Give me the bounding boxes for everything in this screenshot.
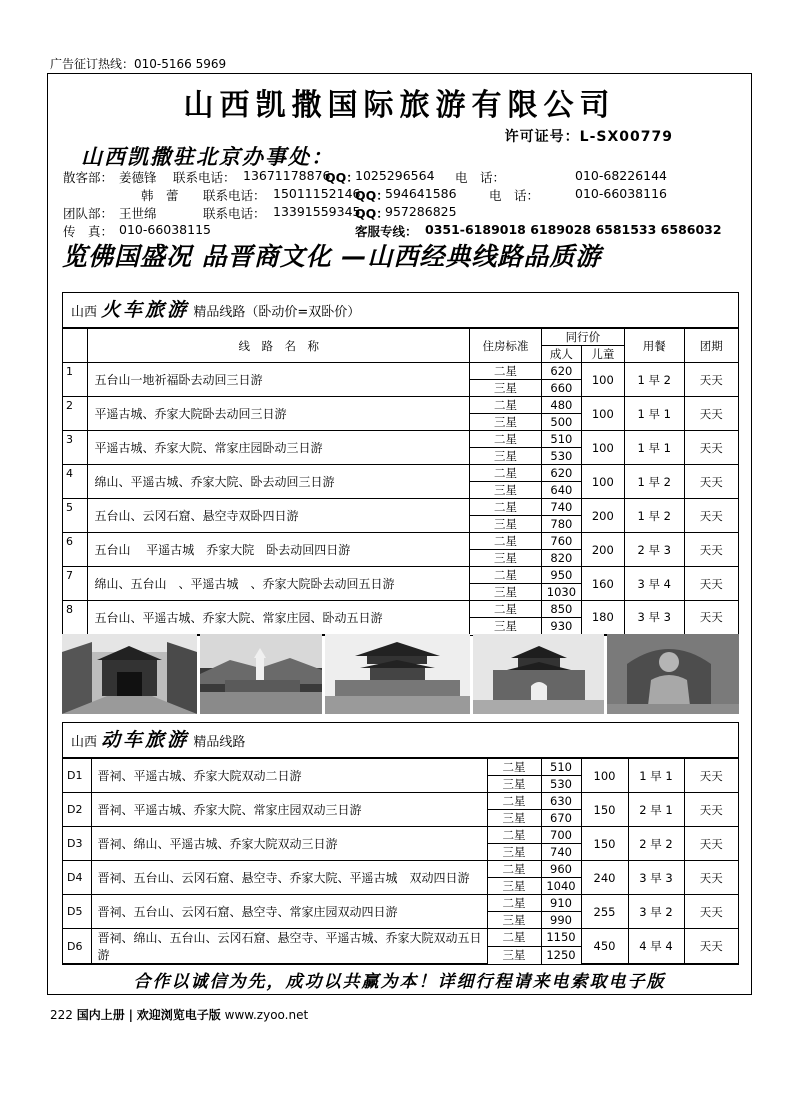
route-name: 晋祠、平遥古城、乔家大院双动二日游	[91, 759, 487, 793]
route-name: 平遥古城、乔家大院卧去动回三日游	[88, 397, 470, 431]
page-number: 222	[50, 1008, 73, 1022]
hotel-standard: 三星	[487, 776, 541, 793]
departure: 天天	[684, 567, 738, 601]
mobile-number: 15011152146	[273, 186, 361, 201]
table-row	[63, 929, 738, 947]
child-price: 100	[581, 431, 624, 465]
departure: 天天	[684, 929, 738, 964]
hotel-standard: 二星	[487, 827, 541, 844]
child-price: 100	[581, 759, 628, 793]
route-name: 平遥古城、乔家大院、常家庄园卧动三日游	[88, 431, 470, 465]
beijing-office-heading: 山西凯撒驻北京办事处：	[81, 145, 334, 169]
adult-price: 950	[541, 567, 581, 584]
emu-tours-heading	[63, 723, 738, 758]
table-row	[63, 567, 738, 584]
meals: 3 早 4	[624, 567, 684, 601]
route-name: 晋祠、平遥古城、乔家大院、常家庄园双动三日游	[91, 793, 487, 827]
departure: 天天	[684, 363, 738, 397]
qq-label: QQ：	[325, 170, 359, 185]
adult-price: 1250	[541, 946, 581, 963]
adult-price: 510	[541, 431, 581, 448]
child-price: 100	[581, 397, 624, 431]
route-number: 4	[63, 465, 88, 499]
child-price: 100	[581, 363, 624, 397]
meals: 3 早 2	[628, 895, 684, 929]
departure: 天天	[684, 465, 738, 499]
train-tours-heading	[63, 293, 738, 328]
table-row	[63, 861, 738, 878]
table-row	[63, 601, 738, 618]
col-price: 同行价	[541, 329, 624, 346]
meals: 3 早 3	[624, 601, 684, 635]
mobile-number: 13391559345	[273, 204, 361, 219]
courtyard-photo	[62, 634, 197, 714]
route-number: 3	[63, 431, 88, 465]
contact-name: 王世绵	[119, 206, 157, 221]
contact-name: 姜德锋	[119, 170, 157, 185]
heading-suffix: 精品线路	[193, 735, 246, 750]
child-price: 240	[581, 861, 628, 895]
child-price: 150	[581, 827, 628, 861]
meals: 1 早 2	[624, 499, 684, 533]
child-price: 200	[581, 533, 624, 567]
hotel-standard: 二星	[470, 465, 542, 482]
mobile-number: 13671178876	[243, 168, 331, 183]
meals: 2 早 1	[628, 793, 684, 827]
emu-tours-table	[63, 758, 738, 964]
qq-number: 594641586	[385, 186, 457, 201]
child-price: 180	[581, 601, 624, 635]
page-url: www.zyoo.net	[224, 1008, 309, 1022]
hotel-standard: 三星	[487, 946, 541, 963]
meals: 1 早 1	[624, 397, 684, 431]
emu-tours-box	[62, 722, 739, 965]
company-title: 山西凯撒国际旅游有限公司	[183, 88, 616, 123]
route-number: 2	[63, 397, 88, 431]
meals: 2 早 2	[628, 827, 684, 861]
tel-number: 010-68226144	[575, 168, 667, 183]
hotel-standard: 三星	[470, 584, 542, 601]
service-numbers: 0351-6189018 6189028 6581533 6586032	[425, 222, 722, 237]
route-number: D2	[63, 793, 91, 827]
hotel-standard: 三星	[470, 550, 542, 567]
route-name: 五台山 平遥古城 乔家大院 卧去动回四日游	[88, 533, 470, 567]
table-row	[63, 397, 738, 414]
service-label: 客服专线：	[355, 224, 418, 239]
ad-hotline: 广告征订热线：010-5166 5969	[50, 57, 227, 71]
route-name: 五台山、平遥古城、乔家大院、常家庄园、卧动五日游	[88, 601, 470, 635]
route-number: D5	[63, 895, 91, 929]
hotel-standard: 二星	[487, 759, 541, 776]
footer-slogan: 合作以诚信为先，成功以共赢为本！详细行程请来电索取电子版	[133, 972, 666, 992]
departure: 天天	[684, 827, 738, 861]
adult-price: 500	[541, 414, 581, 431]
col-meal: 用餐	[624, 329, 684, 363]
departure: 天天	[684, 793, 738, 827]
route-name: 晋祠、绵山、平遥古城、乔家大院双动三日游	[91, 827, 487, 861]
adult-price: 930	[541, 618, 581, 635]
heading-suffix: 精品线路（卧动价=双卧价）	[193, 305, 361, 320]
meals: 4 早 4	[628, 929, 684, 964]
phone-label: 联系电话：	[203, 206, 266, 221]
route-number: 1	[63, 363, 88, 397]
table-row	[63, 465, 738, 482]
qq-number: 957286825	[385, 204, 457, 219]
route-number: D1	[63, 759, 91, 793]
meals: 1 早 1	[628, 759, 684, 793]
adult-price: 960	[541, 861, 581, 878]
hotel-standard: 二星	[470, 397, 542, 414]
qq-number: 1025296564	[355, 168, 435, 183]
col-hotel: 住房标准	[470, 329, 542, 363]
table-row	[63, 827, 738, 844]
child-price: 255	[581, 895, 628, 929]
adult-price: 510	[541, 759, 581, 776]
phone-label: 联系电话：	[203, 188, 266, 203]
route-name: 五台山一地祈福卧去动回三日游	[88, 363, 470, 397]
headline-slogan: 览佛国盛况 品晋商文化 —山西经典线路品质游	[62, 242, 602, 271]
adult-price: 640	[541, 482, 581, 499]
col-route: 线 路 名 称	[88, 329, 470, 363]
fax-label: 传 真：	[63, 224, 114, 239]
table-row	[63, 895, 738, 912]
meals: 1 早 2	[624, 363, 684, 397]
hotel-standard: 二星	[470, 567, 542, 584]
scenery-photo-strip	[62, 634, 739, 714]
departure: 天天	[684, 895, 738, 929]
route-name: 晋祠、五台山、云冈石窟、悬空寺、常家庄园双动四日游	[91, 895, 487, 929]
fax-number: 010-66038115	[119, 222, 211, 237]
adult-price: 620	[541, 363, 581, 380]
heading-prefix: 山西	[71, 305, 98, 320]
page-section: 国内上册	[76, 1008, 125, 1022]
route-number: 6	[63, 533, 88, 567]
ancient-tower-photo	[325, 634, 470, 714]
temple-pagoda-photo	[200, 634, 322, 714]
heading-main: 火车旅游	[101, 299, 190, 321]
qq-label: QQ：	[355, 206, 389, 221]
route-name: 绵山、五台山 、平遥古城 、乔家大院卧去动回五日游	[88, 567, 470, 601]
route-name: 晋祠、绵山、五台山、云冈石窟、悬空寺、平遥古城、乔家大院双动五日游	[91, 929, 487, 964]
route-number: D3	[63, 827, 91, 861]
hotel-standard: 三星	[487, 878, 541, 895]
col-child: 儿童	[581, 346, 624, 363]
departure: 天天	[684, 431, 738, 465]
departure: 天天	[684, 861, 738, 895]
meals: 3 早 3	[628, 861, 684, 895]
advert-frame	[47, 73, 752, 995]
child-price: 450	[581, 929, 628, 964]
route-number: 7	[63, 567, 88, 601]
adult-price: 700	[541, 827, 581, 844]
adult-price: 530	[541, 448, 581, 465]
child-price: 150	[581, 793, 628, 827]
adult-price: 760	[541, 533, 581, 550]
table-row	[63, 759, 738, 776]
adult-price: 780	[541, 516, 581, 533]
city-gate-photo	[473, 634, 604, 714]
adult-price: 620	[541, 465, 581, 482]
child-price: 100	[581, 465, 624, 499]
page-tagline: 欢迎浏览电子版	[136, 1008, 221, 1022]
meals: 1 早 1	[624, 431, 684, 465]
adult-price: 660	[541, 380, 581, 397]
meals: 1 早 2	[624, 465, 684, 499]
hotel-standard: 二星	[470, 499, 542, 516]
hotel-standard: 三星	[470, 516, 542, 533]
dept-label: 团队部：	[63, 206, 114, 221]
route-number: 8	[63, 601, 88, 635]
col-adult: 成人	[541, 346, 581, 363]
hotel-standard: 三星	[487, 844, 541, 861]
adult-price: 820	[541, 550, 581, 567]
hotel-standard: 三星	[470, 482, 542, 499]
adult-price: 990	[541, 912, 581, 929]
route-name: 五台山、云冈石窟、悬空寺双卧四日游	[88, 499, 470, 533]
hotel-standard: 二星	[470, 533, 542, 550]
hotel-standard: 二星	[470, 431, 542, 448]
grotto-buddha-photo	[607, 634, 739, 714]
contact-name: 韩 蕾	[141, 188, 179, 203]
route-name: 绵山、平遥古城、乔家大院、卧去动回三日游	[88, 465, 470, 499]
hotel-standard: 三星	[470, 380, 542, 397]
page-separator: |	[128, 1008, 133, 1022]
adult-price: 480	[541, 397, 581, 414]
hotel-standard: 三星	[487, 810, 541, 827]
table-row	[63, 533, 738, 550]
page-footer	[50, 1006, 308, 1023]
tel-label: 电 话：	[455, 170, 506, 185]
departure: 天天	[684, 397, 738, 431]
hotel-standard: 三星	[470, 414, 542, 431]
adult-price: 630	[541, 793, 581, 810]
hotel-standard: 二星	[487, 793, 541, 810]
tel-label: 电 话：	[489, 188, 540, 203]
hotel-standard: 二星	[470, 601, 542, 618]
table-row	[63, 499, 738, 516]
meals: 2 早 3	[624, 533, 684, 567]
departure: 天天	[684, 533, 738, 567]
qq-label: QQ：	[355, 188, 389, 203]
route-number: D4	[63, 861, 91, 895]
heading-prefix: 山西	[71, 735, 98, 750]
route-number: D6	[63, 929, 91, 964]
phone-label: 联系电话：	[173, 170, 236, 185]
departure: 天天	[684, 601, 738, 635]
departure: 天天	[684, 759, 738, 793]
adult-price: 910	[541, 895, 581, 912]
train-tours-table	[63, 328, 738, 635]
table-row	[63, 431, 738, 448]
hotel-standard: 三星	[470, 448, 542, 465]
col-no	[63, 329, 88, 363]
child-price: 160	[581, 567, 624, 601]
adult-price: 740	[541, 844, 581, 861]
adult-price: 1150	[541, 929, 581, 947]
hotel-standard: 二星	[470, 363, 542, 380]
dept-label: 散客部：	[63, 170, 114, 185]
hotel-standard: 三星	[470, 618, 542, 635]
train-tours-box	[62, 292, 739, 636]
license-number: 许可证号：L-SX00779	[504, 129, 673, 145]
adult-price: 1040	[541, 878, 581, 895]
adult-price: 850	[541, 601, 581, 618]
child-price: 200	[581, 499, 624, 533]
table-row	[63, 793, 738, 810]
tel-number: 010-66038116	[575, 186, 667, 201]
adult-price: 670	[541, 810, 581, 827]
hotel-standard: 二星	[487, 929, 541, 947]
adult-price: 1030	[541, 584, 581, 601]
heading-main: 动车旅游	[101, 729, 190, 751]
departure: 天天	[684, 499, 738, 533]
route-name: 晋祠、五台山、云冈石窟、悬空寺、乔家大院、平遥古城 双动四日游	[91, 861, 487, 895]
hotel-standard: 二星	[487, 895, 541, 912]
adult-price: 740	[541, 499, 581, 516]
col-depart: 团期	[684, 329, 738, 363]
route-number: 5	[63, 499, 88, 533]
adult-price: 530	[541, 776, 581, 793]
table-row	[63, 363, 738, 380]
hotel-standard: 三星	[487, 912, 541, 929]
hotel-standard: 二星	[487, 861, 541, 878]
